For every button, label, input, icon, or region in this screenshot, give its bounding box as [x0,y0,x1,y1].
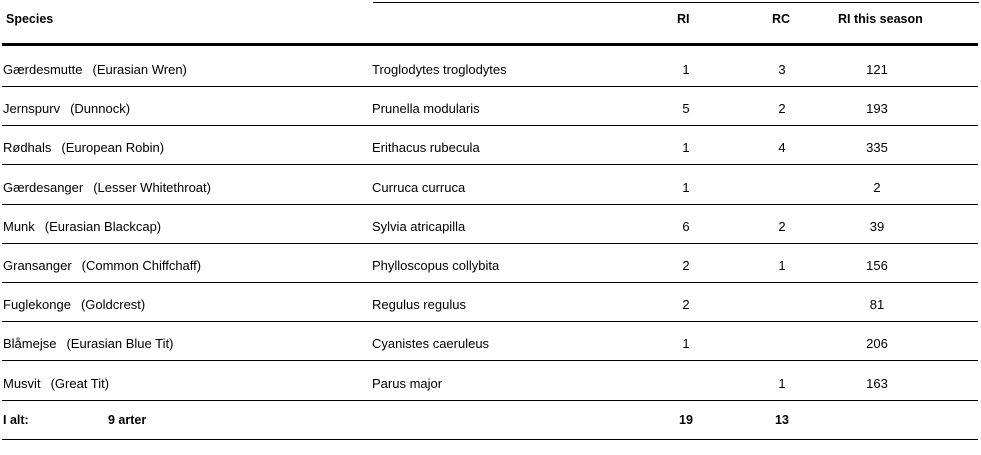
scientific-name: Regulus regulus [372,297,466,313]
header-rc: RC [772,12,791,26]
species-name [3,219,161,234]
species-name [3,376,109,391]
bottom-rule [2,439,978,440]
table-row [0,87,981,126]
scientific-name: Phylloscopus collybita [372,258,500,273]
rc-value: 2 [778,218,786,234]
ri-season-value: 2 [873,179,881,195]
ri-value: 1 [682,179,690,195]
totals-species-count: 9 arter [108,413,147,427]
species-name [3,180,211,195]
ri-value: 1 [682,62,690,77]
ri-value: 1 [682,140,690,156]
ri-season-value: 39 [869,218,885,234]
ri-value: 2 [682,297,690,313]
scientific-name: Erithacus rubecula [372,140,480,156]
species-local-name: Gærdesmutte [3,62,83,77]
species-local-name: Gransanger [3,258,72,273]
species-english-name: (European Robin) [61,140,165,156]
species-local-name: Fuglekonge [3,297,71,313]
ri-season-value: 335 [866,140,888,156]
rc-value: 3 [778,62,786,77]
species-local-name: Blåmejse [3,336,57,352]
species-local-name: Rødhals [3,140,52,156]
ri-season-value: 193 [866,101,888,117]
table-row [0,244,981,283]
header-rule [2,43,978,46]
ri-value: 1 [682,336,690,352]
totals-row [0,400,981,440]
species-english-name: (Eurasian Blackcap) [44,218,162,234]
scientific-name: Cyanistes caeruleus [372,336,490,352]
table-row [0,48,981,87]
totals-ri: 19 [679,413,693,427]
species-name [3,62,187,77]
species-english-name: (Lesser Whitethroat) [93,179,211,195]
species-english-name: (Dunnock) [70,101,131,117]
table-row [0,205,981,244]
rc-value: 1 [778,258,786,273]
table-row [0,166,981,205]
species-english-name: (Eurasian Wren) [92,62,187,77]
rc-value: 1 [778,375,786,391]
ri-value: 6 [682,218,690,234]
species-english-name: (Goldcrest) [80,297,146,313]
ri-season-value: 156 [866,258,888,273]
species-english-name: (Eurasian Blue Tit) [66,336,174,352]
scientific-name: Troglodytes troglodytes [372,62,507,77]
table-row [0,322,981,361]
ri-season-value: 206 [866,336,888,352]
ri-value: 2 [682,258,690,273]
scientific-name: Prunella modularis [372,101,480,117]
table-row [0,283,981,322]
species-name [3,140,164,155]
species-english-name: (Common Chiffchaff) [81,258,202,273]
ri-season-value: 163 [866,375,888,391]
species-english-name: (Great Tit) [50,375,110,391]
species-name [3,297,145,312]
species-local-name: Jernspurv [3,101,61,117]
rc-value: 2 [778,101,786,117]
species-local-name: Munk [3,218,35,234]
table-row [0,362,981,401]
header-ri: RI [677,12,690,26]
species-local-name: Musvit [3,375,41,391]
scientific-name: Parus major [372,375,443,391]
totals-label: I alt: [3,413,29,427]
ri-season-value: 81 [869,297,885,313]
table-header [0,0,981,46]
scientific-name: Sylvia atricapilla [372,218,466,234]
ri-season-value: 121 [866,62,888,77]
header-ri-season: RI this season [838,12,923,26]
ri-value: 5 [682,101,690,117]
totals-rc: 13 [775,413,789,427]
species-name [3,258,201,273]
rc-value: 4 [778,140,786,156]
species-name [3,101,130,116]
species-name [3,336,173,351]
scientific-name: Curruca curruca [372,179,466,195]
header-species: Species [6,12,54,26]
table-row [0,126,981,165]
species-local-name: Gærdesanger [3,179,84,195]
